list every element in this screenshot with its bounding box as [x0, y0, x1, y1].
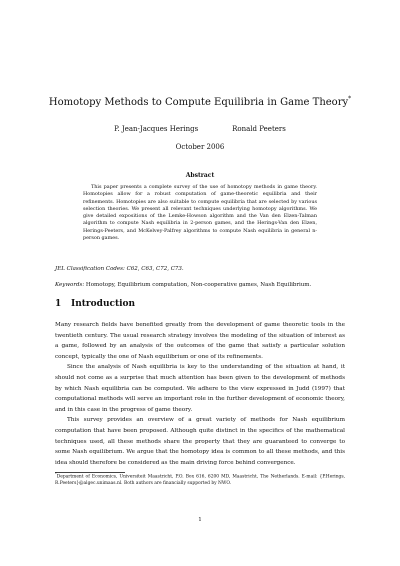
- keywords-label: Keywords:: [55, 282, 85, 288]
- jel-classification: [55, 265, 355, 273]
- body-paragraph: Since the analysis of Nash equilibria is key to the understanding of the situation at hand, it should not come as a surprise that much attention has been given to the development of methods by which Nash equilibria can be computed. We adhere to the view expressed in Judd (1997) that computational methods will serve an important role in the further development of economic theory, and in this case in the progress of game theory.: [55, 364, 345, 413]
- keywords-text: Homotopy, Equilibrium computation, Non-cooperative games, Nash Equilibrium.: [85, 282, 312, 288]
- body-paragraph: Many research fields have benefited greatly from the development of game theoretic tools in the twentieth century. The usual research strategy involves the modeling of the situation of interest as a game, followed by an analysis of the outcomes of the game that satisfy a particular solution concept, typically the one of Nash equilibrium or one of its refinements.: [55, 322, 345, 360]
- abstract-heading: Abstract: [185, 172, 215, 179]
- keywords: [55, 281, 355, 289]
- author-list: [40, 125, 360, 134]
- paper-title: [40, 97, 360, 109]
- footnote-text: Department of Economics, Universiteit Maastricht, P.O. Box 616, 6200 MD, Maastricht, The Netherlands. E-mail: {P.Herings, R.Peeters}@algec.unimaas.nl. Both authors are financially supported by NWO.: [55, 474, 345, 487]
- author-name: P. Jean-Jacques Herings: [114, 125, 199, 133]
- footnote: [55, 474, 345, 488]
- section-heading: [55, 298, 345, 310]
- abstract-text: This paper presents a complete survey of the use of homotopy methods in game theory. Homotopies allow for a robust computation of game-theoretic equilibria and their refinements. Homotopies are also suitable to compute equilibria that are selected by various selection theories. We present all relevant techniques underlying homotopy algorithms. We give detailed expositions of the Lemke-Howson algorithm and the Van den Elzen-Talman algorithm to compute Nash equilibria in 2-person games, and the Herings-Van den Elzen, Herings-Peeters, and McKelvey-Palfrey algorithms to compute Nash equilibria in general n-person games.: [83, 184, 317, 242]
- paper-title-text: Homotopy Methods to Compute Equilibria in Game Theory: [48, 97, 349, 108]
- jel-label: JEL Classification Codes:: [55, 266, 125, 272]
- section-title: Introduction: [71, 299, 136, 309]
- publication-date: October 2006: [175, 143, 225, 151]
- footnote-divider: [55, 472, 125, 473]
- section-number: 1: [55, 299, 62, 309]
- footnote-mark: *: [55, 472, 57, 476]
- page-number: 1: [198, 517, 202, 523]
- title-footnote-mark: *: [348, 95, 352, 103]
- body-paragraph: This survey provides an overview of a great variety of methods for Nash equilibrium computation that have been proposed. Although quite distinct in the specifics of the mathematical techniques used, all these methods share the property that they are guaranteed to converge to some Nash equilibrium. We argue that the homotopy idea is common to all these methods, and this idea should therefore be considered as the main driving force behind convergence.: [55, 417, 345, 466]
- author-name: Ronald Peeters: [232, 125, 286, 133]
- jel-codes: C62, C63, C72, C73.: [126, 266, 184, 272]
- introduction-body: [55, 320, 345, 468]
